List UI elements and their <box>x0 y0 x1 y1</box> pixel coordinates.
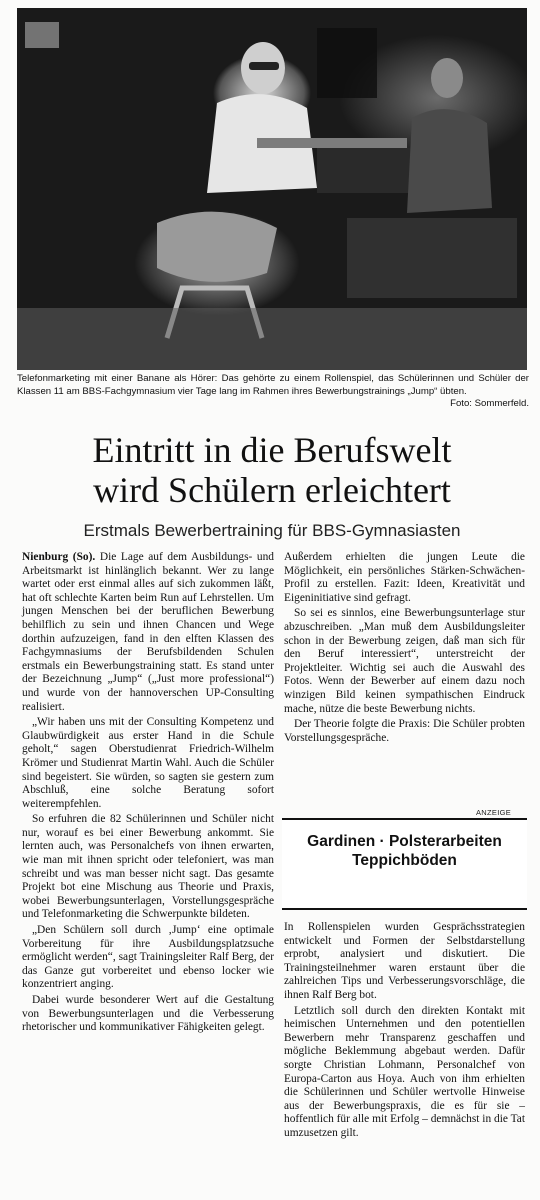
article-photo <box>17 8 527 370</box>
ad-line-2: Teppichböden <box>352 852 457 869</box>
article-paragraph: „Wir haben uns mit der Consulting Kompetenz und Glaubwürdigkeit aus erster Hand in die Schule geholt,“ sagen Oberstudienrat Friedrich-Wilhelm Krömer und Studienrat Martin Wahl. Auch die Schüler sind begeistert. Sie würden, so sagten sie gestern zum Abschluß, eine solche Beratung sofort weiterempfehlen. <box>22 716 274 810</box>
headline-line-1: Eintritt in die Berufswelt <box>92 430 452 470</box>
headline-line-2: wird Schülern erleichtert <box>93 470 451 510</box>
article-paragraph: Dabei wurde besonderer Wert auf die Gestaltung von Bewerbungsunterlagen und die Verbesserung rhetorischer und kommunikativer Fähigkeiten gelegt. <box>22 994 274 1034</box>
article-paragraph: Der Theorie folgte die Praxis: Die Schüler probten Vorstellungsgespräche. <box>284 718 525 744</box>
article-column-2-bottom <box>284 921 525 1143</box>
article-column-1 <box>22 551 274 1037</box>
article-paragraph: „Den Schülern soll durch ‚Jump‘ eine optimale Vorbereitung für ihre Ausbildungsplatzsuche ermöglicht werden“, sagt Trainingsleiter Ralf Berg, der das Ganze gut vorbereitet und ebenso locker wie konzentriert anging. <box>22 924 274 991</box>
caption-text: Telefonmarketing mit einer Banane als Hörer: Das gehörte zu einem Rollenspiel, das Schülerinnen und Schüler der Klassen 11 am BBS-Fachgymnasium vier Tage lang im Rahmen ihres Bewerbungstrainings „Jump“ übten. <box>17 373 529 397</box>
ad-line-1: Gardinen · Polsterarbeiten <box>307 833 502 850</box>
article-paragraph: Nienburg (So). Die Lage auf dem Ausbildungs- und Arbeitsmarkt ist hinlänglich bekannt. Wer zu lange wartet oder erst einmal alles auf sich zukommen läßt, hat oft schlechte Karten beim Run auf Lehrstellen. Um jungen Menschen bei der beruflichen Bewerbung behilflich zu sein und ihnen Chancen und Wege dorthin aufzuzeigen, fand in den elften Klassen des Fachgymnasiums der Berufsbildenden Schulen erstmals ein Bewerbungstraining statt. Es stand unter der Bezeichnung „Jump“ („Just more professional“) und wurde von der hannoverschen UP-Consulting realisiert. <box>22 551 275 713</box>
ad-label: ANZEIGE <box>476 808 512 817</box>
article-paragraph: So erfuhren die 82 Schülerinnen und Schüler nicht nur, worauf es bei einer Bewerbung ankommt. Sie lernten auch, was Personalchefs von ihnen erwarten, wie man mit ihnen spricht oder telefoniert, was man schreibt und was man besser nicht sagt. Das gesamte Projekt bot eine Mischung aus Theorie und Praxis, wobei Bewerbungsunterlagen, Vorstellungsgespräche und Telefonmarketing die Schwerpunkte bildeten. <box>22 813 274 921</box>
photo-illustration <box>17 8 527 370</box>
article-paragraph: In Rollenspielen wurden Gesprächsstrategien entwickelt und Formen der Selbstdarstellung erprobt, analysiert und diskutiert. Die Trainingsteilnehmer waren erstaunt über die zahlreichen Tips und Verbesserungsvorschläge, die ihnen Ralf Berg bot. <box>284 921 525 1001</box>
subheadline: Erstmals Bewerbertraining für BBS-Gymnasiasten <box>83 521 461 540</box>
dateline: Nienburg (So). <box>22 551 96 563</box>
article-paragraph: So sei es sinnlos, eine Bewerbungsunterlage stur abzuschreiben. „Man muß dem Ausbildungsleiter schon in der Bewerbung zeigen, daß man sich für den Beruf interessiert“, unterstreicht der Projektleiter. Wichtig sei auch die Auswahl des Fotos. Wenn der Bewerber auf einem dazu noch winzigen Bild keinen sympathischen Eindruck mache, nütze die beste Bewerbung nichts. <box>284 607 525 715</box>
article-paragraph: Außerdem erhielten die jungen Leute die Möglichkeit, ein persönliches Stärken-Schwächen-Profil zu erstellen. Fazit: Ideen, Kreativität und Eigeninitiative sind gefragt. <box>284 551 525 604</box>
photo-credit: Foto: Sommerfeld. <box>450 398 529 410</box>
headline <box>17 430 527 510</box>
photo-caption <box>17 373 529 411</box>
advertisement <box>282 818 527 910</box>
article-column-2-top <box>284 551 525 747</box>
article-paragraph: Letztlich soll durch den direkten Kontakt mit heimischen Unternehmen und den potentiellen Bewerbern mehr Transparenz geschaffen und mögliche Beklemmung abgebaut werden. Dafür sorgte Christian Lohmann, Personalchef von Europa-Carton aus Hoya. Auch von ihm erhielten die Schülerinnen und Schüler wertvolle Hinweise aus der Bewerbungspraxis, die es für sie – hoffentlich für alle mit Erfolg – demnächst in die Tat umzusetzen gilt. <box>284 1004 525 1139</box>
ad-title <box>282 832 527 870</box>
